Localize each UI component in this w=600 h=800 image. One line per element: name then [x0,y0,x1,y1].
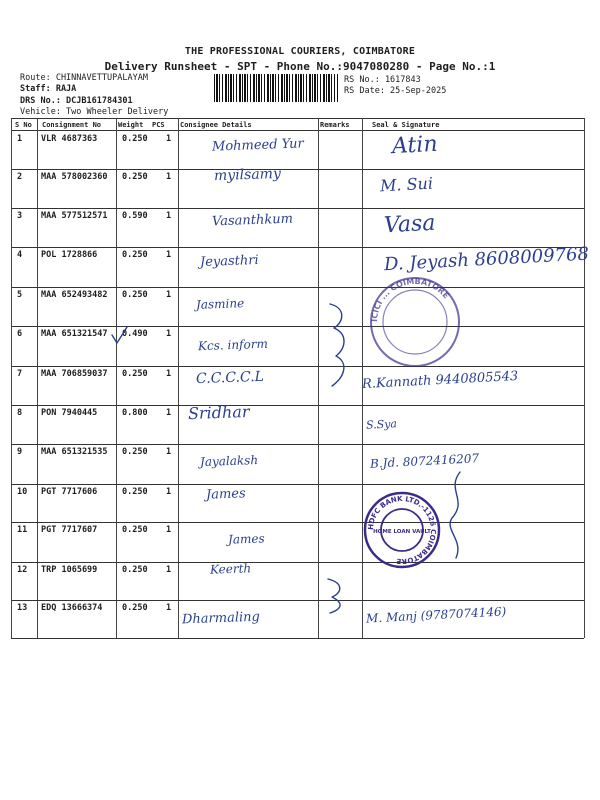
rs-date: RS Date: 25-Sep-2025 [344,86,447,96]
row-divider [11,562,584,563]
row-sno: 9 [17,447,23,457]
row-consignment-no: MAA 651321547 [41,329,108,339]
row-pcs: 1 [166,408,172,418]
row-signature: Atin [391,131,439,160]
row-consignment-no: PGT 7717607 [41,525,98,535]
row-consignee-handwriting: Dharmaling [181,609,261,628]
row-weight: 0.250 [122,172,148,182]
row-divider [11,287,584,288]
rs-number: RS No.: 1617843 [344,75,421,85]
runsheet-subtitle: Delivery Runsheet - SPT - Phone No.:9047080280 - Page No.:1 [104,60,496,73]
row-signature: B.Jd. 8072416207 [369,451,480,471]
row-pcs: 1 [166,603,172,613]
round-stamp-text: ICICI ... COIMBATORE [369,276,451,323]
row-divider [11,405,584,406]
row-divider [11,484,584,485]
signature-flourish [442,470,472,560]
row-weight: 0.250 [122,447,148,457]
row-weight: 0.250 [122,250,148,260]
round-stamp [368,275,462,369]
row-sno: 11 [17,525,28,535]
row-pcs: 1 [166,290,172,300]
remarks-bracket-mark-2 [318,575,362,615]
row-sno: 8 [17,408,23,418]
row-signature: S.Sya [365,417,398,432]
col-header-seal: Seal & Signature [372,121,440,129]
row-weight: 0.250 [122,290,148,300]
row-sno: 5 [17,290,23,300]
row-weight: 0.250 [122,603,148,613]
row-weight: 0.250 [122,565,148,575]
row-sno: 3 [17,211,23,221]
row-consignment-no: VLR 4687363 [41,134,98,144]
company-title: THE PROFESSIONAL COURIERS, COIMBATORE [184,46,416,57]
row-pcs: 1 [166,250,172,260]
svg-text:ICICI ... COIMBATORE [370,277,451,322]
col-header-sno: S No [15,121,32,129]
row-consignment-no: MAA 651321535 [41,447,108,457]
row-pcs: 1 [166,329,172,339]
row-pcs: 1 [166,134,172,144]
row-signature: D. Jeyash 8608009768 [383,243,590,276]
row-consignee-handwriting: Jeyasthri [199,252,259,271]
barcode [214,74,338,102]
row-weight: 0.250 [122,369,148,379]
tick-mark [110,325,130,347]
row-weight: 0.590 [122,211,148,221]
col-header-remarks: Remarks [320,121,350,129]
row-consignment-no: MAA 706859037 [41,369,108,379]
row-consignee-handwriting: Kcs. inform [197,336,269,354]
row-sno: 12 [17,565,28,575]
row-consignment-no: PON 7940445 [41,408,98,418]
row-weight: 0.490 [122,329,148,339]
row-signature: M. Sui [379,173,434,196]
row-divider [11,638,584,639]
row-sno: 10 [17,487,28,497]
row-consignee-handwriting: Jasmine [195,296,245,312]
row-divider [11,366,584,367]
vehicle-label: Vehicle: Two Wheeler Delivery [20,107,169,117]
row-pcs: 1 [166,369,172,379]
row-consignee-handwriting: James [227,531,265,547]
row-pcs: 1 [166,565,172,575]
row-consignee-handwriting: Mohmeed Yur [211,136,304,155]
table-top-rule [11,118,584,119]
hdfc-ring-text: HDFC BANK LTD.-1126 COIMBATORE [366,494,438,566]
hdfc-center-text: HOME LOAN VAULT [373,529,431,535]
staff-label: Staff: RAJA [20,84,77,94]
row-divider [11,522,584,523]
route-label: Route: CHINNAVETTUPALAYAM [20,73,148,83]
row-pcs: 1 [166,487,172,497]
row-signature: Vasa [383,210,437,239]
header-rule [11,130,584,131]
col-header-pcs: PCS [152,121,165,129]
col-header-consignment: Consignment No [42,121,102,129]
row-consignee-handwriting: Jayalaksh [199,452,259,470]
row-divider [11,600,584,601]
row-weight: 0.250 [122,487,148,497]
row-sno: 1 [17,134,23,144]
row-pcs: 1 [166,525,172,535]
row-pcs: 1 [166,172,172,182]
row-sno: 7 [17,369,23,379]
row-consignee-handwriting: Sridhar [187,401,250,424]
col-header-weight: Weight [118,121,144,129]
row-pcs: 1 [166,211,172,221]
row-consignment-no: MAA 577512571 [41,211,108,221]
row-sno: 13 [17,603,28,613]
row-consignee-handwriting: Keerth [209,561,252,577]
row-consignment-no: MAA 578002360 [41,172,108,182]
row-sno: 6 [17,329,23,339]
row-sno: 2 [17,172,23,182]
row-pcs: 1 [166,447,172,457]
row-consignee-handwriting: Vasanthkum [211,211,294,230]
row-signature: M. Manj (9787074146) [365,604,507,626]
row-consignee-handwriting: James [205,486,246,503]
row-consignment-no: MAA 652493482 [41,290,108,300]
row-consignment-no: TRP 1065699 [41,565,98,575]
row-weight: 0.250 [122,525,148,535]
row-divider [11,208,584,209]
hdfc-bank-stamp [362,490,442,570]
row-consignment-no: PGT 7717606 [41,487,98,497]
row-weight: 0.800 [122,408,148,418]
row-sno: 4 [17,250,23,260]
row-consignment-no: POL 1728866 [41,250,98,260]
row-consignment-no: EDQ 13666374 [41,603,103,613]
row-divider [11,326,584,327]
row-consignee-handwriting: myilsamy [213,165,282,185]
row-divider [11,444,584,445]
row-divider [11,169,584,170]
row-consignee-handwriting: C.C.C.C.L [195,368,265,388]
remarks-bracket-mark [318,300,362,390]
row-signature: R.Kannath 9440805543 [361,368,519,393]
col-header-consignee: Consignee Details [180,121,252,129]
row-weight: 0.250 [122,134,148,144]
drs-label: DRS No.: DCJB161784301 [20,96,133,106]
